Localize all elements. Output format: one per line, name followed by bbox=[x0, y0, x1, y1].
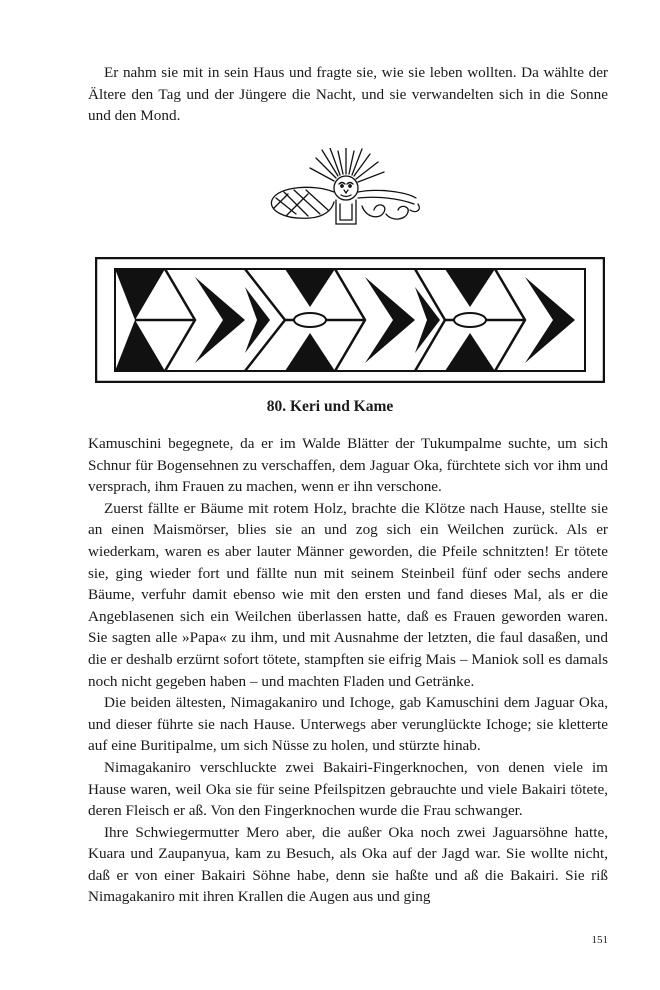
story-body bbox=[88, 433, 608, 908]
page-number: 151 bbox=[591, 934, 608, 946]
sun-illustration bbox=[266, 148, 426, 230]
story-paragraph: Kamuschini begegnete, da er im Walde Blätter der Tukumpalme suchte, um sich Schnur für Bogensehnen zu verschaffen, dem Jaguar Oka, fürchtete sich vor ihm und versprach, ihm Frauen zu machen, wenn er ihn verschone. bbox=[88, 435, 608, 496]
story-paragraph: Zuerst fällte er Bäume mit rotem Holz, brachte die Klötze nach Hause, stellte sie an einen Maismörser, blies sie an und zog sich ein Weilchen zurück. Als er wiederkam, waren es aber lauter Männer geworden, die Pfeile schnitzten! Er tötete sie, ging wieder fort und fällte nun mit seinem Steinbeil fünf oder sechs andere Bäume, verfuhr damit ebenso wie mit den ersten und fand dieses Mal, als er die Angeblasenen sich ein Weilchen überlassen hatte, daß es Frauen geworden waren. Sie sagten alle »Papa« zu ihm, und mit Ausnahme der letzten, die faul dasaßen, und die er deshalb erzürnt sofort tötete, stampften sie eifrig Mais – Maniok soll es damals noch nicht gegeben haben – und machten Fladen und Getränke. bbox=[88, 499, 608, 690]
intro-paragraph: Er nahm sie mit in sein Haus und fragte sie, wie sie leben wollten. Da wählte der Ältere den Tag und der Jüngere die Nacht, und sie verwandelten sich in die Sonne und den Mond. bbox=[88, 64, 608, 125]
story-paragraph: Ihre Schwiegermutter Mero aber, die außer Oka noch zwei Jaguarsöhne hatte, Kuara und Zaupanyua, kam zu Besuch, als Oka auf der Jagd war. Sie wollte nicht, daß er von einer Bakairi Söhne habe, denn sie haßte und aß die Bakairi. Sie riß Nimagakaniro mit ihren Krallen die Augen aus und ging bbox=[88, 823, 608, 906]
pattern-band-illustration bbox=[95, 257, 605, 383]
section-title: 80. Keri und Kame bbox=[266, 398, 394, 415]
story-paragraph: Nimagakaniro verschluckte zwei Bakairi-Fingerknochen, von denen viele im Hause waren, weil Oka sie für seine Pfeilspitzen gebrauchte und viele Bakairi tötete, deren Fleisch er aß. Von den Fingerknochen wurde die Frau schwanger. bbox=[88, 758, 608, 820]
story-paragraph: Die beiden ältesten, Nimagakaniro und Ichoge, gab Kamuschini dem Jaguar Oka, und dieser führte sie nach Hause. Unterwegs aber verunglückte Ichoge; sie kletterte auf eine Buritipalme, um sich Nüsse zu holen, und stürzte hinab. bbox=[88, 694, 608, 755]
